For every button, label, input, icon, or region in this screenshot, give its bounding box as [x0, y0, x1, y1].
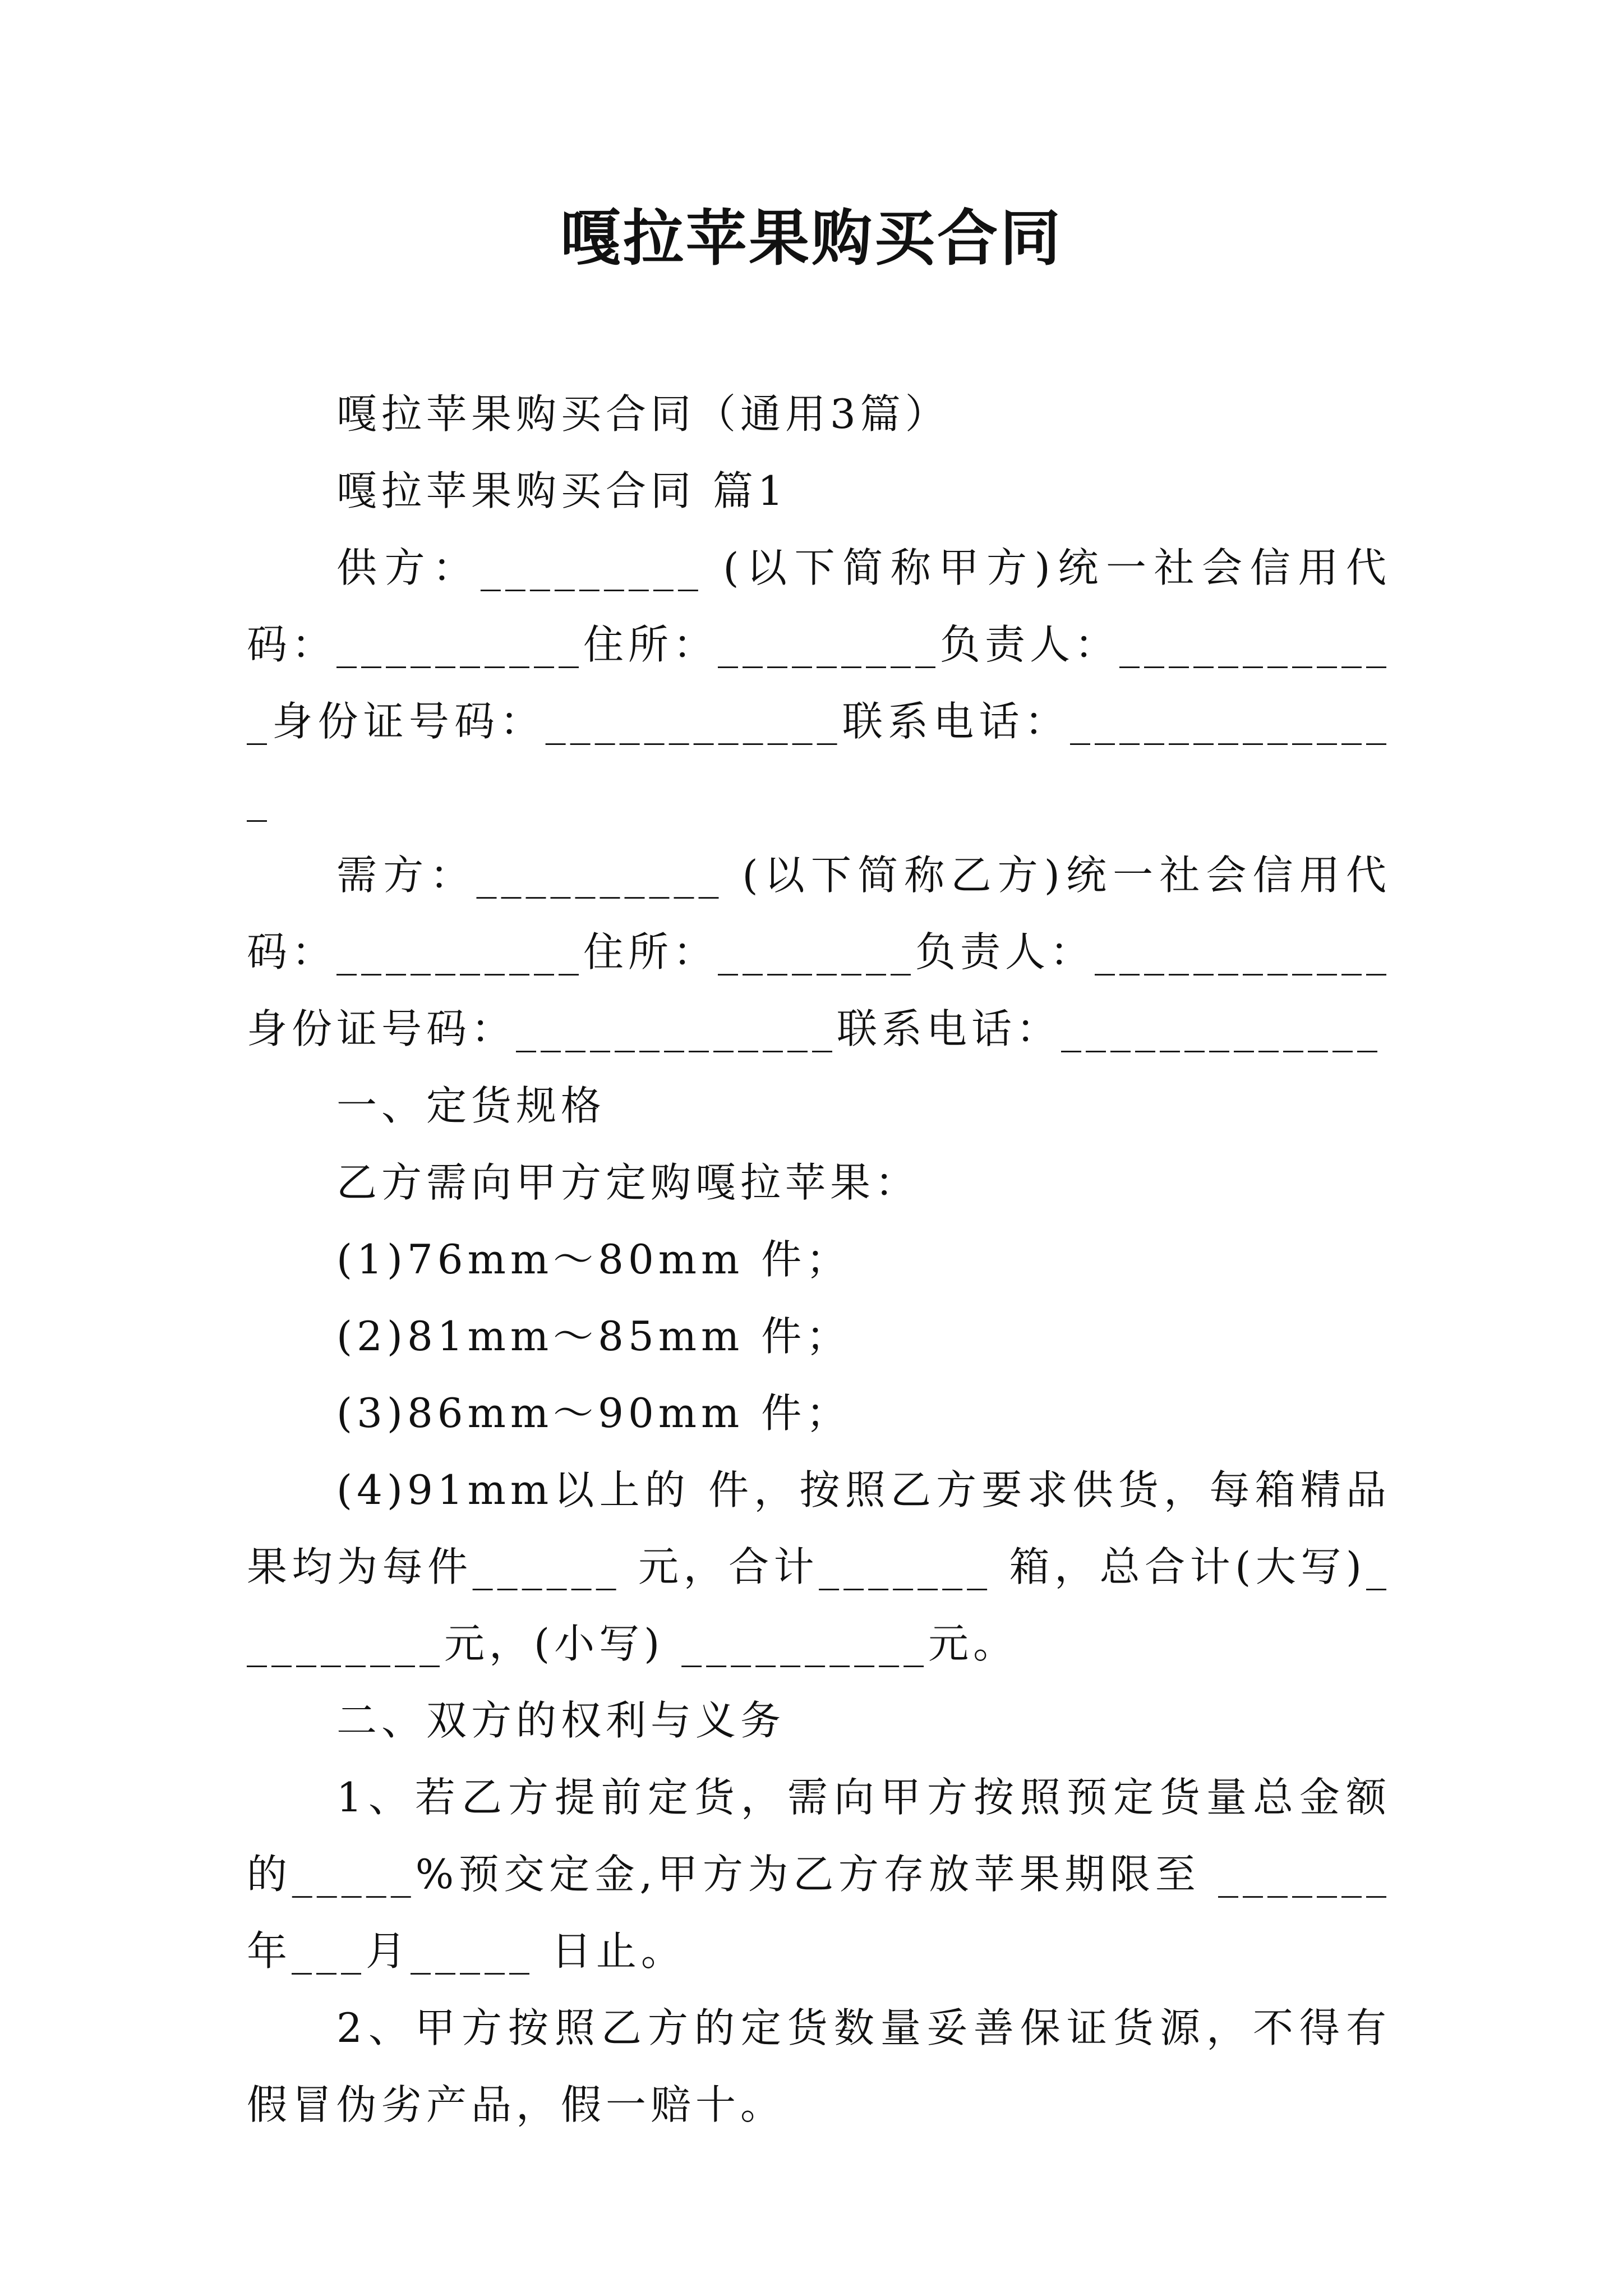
paragraph-spec-1: (1)76mm～80mm 件；	[336, 1236, 851, 1283]
paragraph-section-heading: 嘎拉苹果购买合同 篇1	[336, 467, 788, 514]
document-title: 嘎拉苹果购买合同	[560, 203, 1063, 274]
paragraph-supplier: 供方：_________ (以下简称甲方)统一社会信用代码：__________住所：_________负责人：____________身份证号码：____________联系电话：______________	[247, 544, 1391, 822]
paragraph-spec-2: (2)81mm～85mm 件；	[336, 1313, 851, 1360]
paragraph-heading-specifications: 一、定货规格	[336, 1082, 606, 1129]
paragraph-buyer: 需方：__________ (以下简称乙方)统一社会信用代码：__________住所：________负责人：____________身份证号码：_____________联系电话：_____________	[247, 852, 1391, 1052]
paragraph-subtitle: 嘎拉苹果购买合同（通用3篇）	[336, 390, 950, 438]
document-body	[247, 376, 1391, 2143]
paragraph-spec-3: (3)86mm～90mm 件；	[336, 1389, 851, 1437]
paragraph-order-intro: 乙方需向甲方定购嘎拉苹果：	[336, 1159, 920, 1206]
paragraph-spec-4: (4)91mm以上的 件，按照乙方要求供货，每箱精品果均为每件______ 元，合计_______ 箱，总合计(大写)_________元，(小写) __________元。	[247, 1466, 1391, 1667]
paragraph-clause-1: 1、若乙方提前定货，需向甲方按照预定货量总金额的_____%预交定金,甲方为乙方存放苹果期限至 _______年___月_____ 日止。	[247, 1774, 1391, 1975]
paragraph-heading-rights: 二、双方的权利与义务	[336, 1697, 786, 1744]
paragraph-clause-2: 2、甲方按照乙方的定货数量妥善保证货源，不得有假冒伪劣产品，假一赔十。	[247, 2004, 1391, 2128]
